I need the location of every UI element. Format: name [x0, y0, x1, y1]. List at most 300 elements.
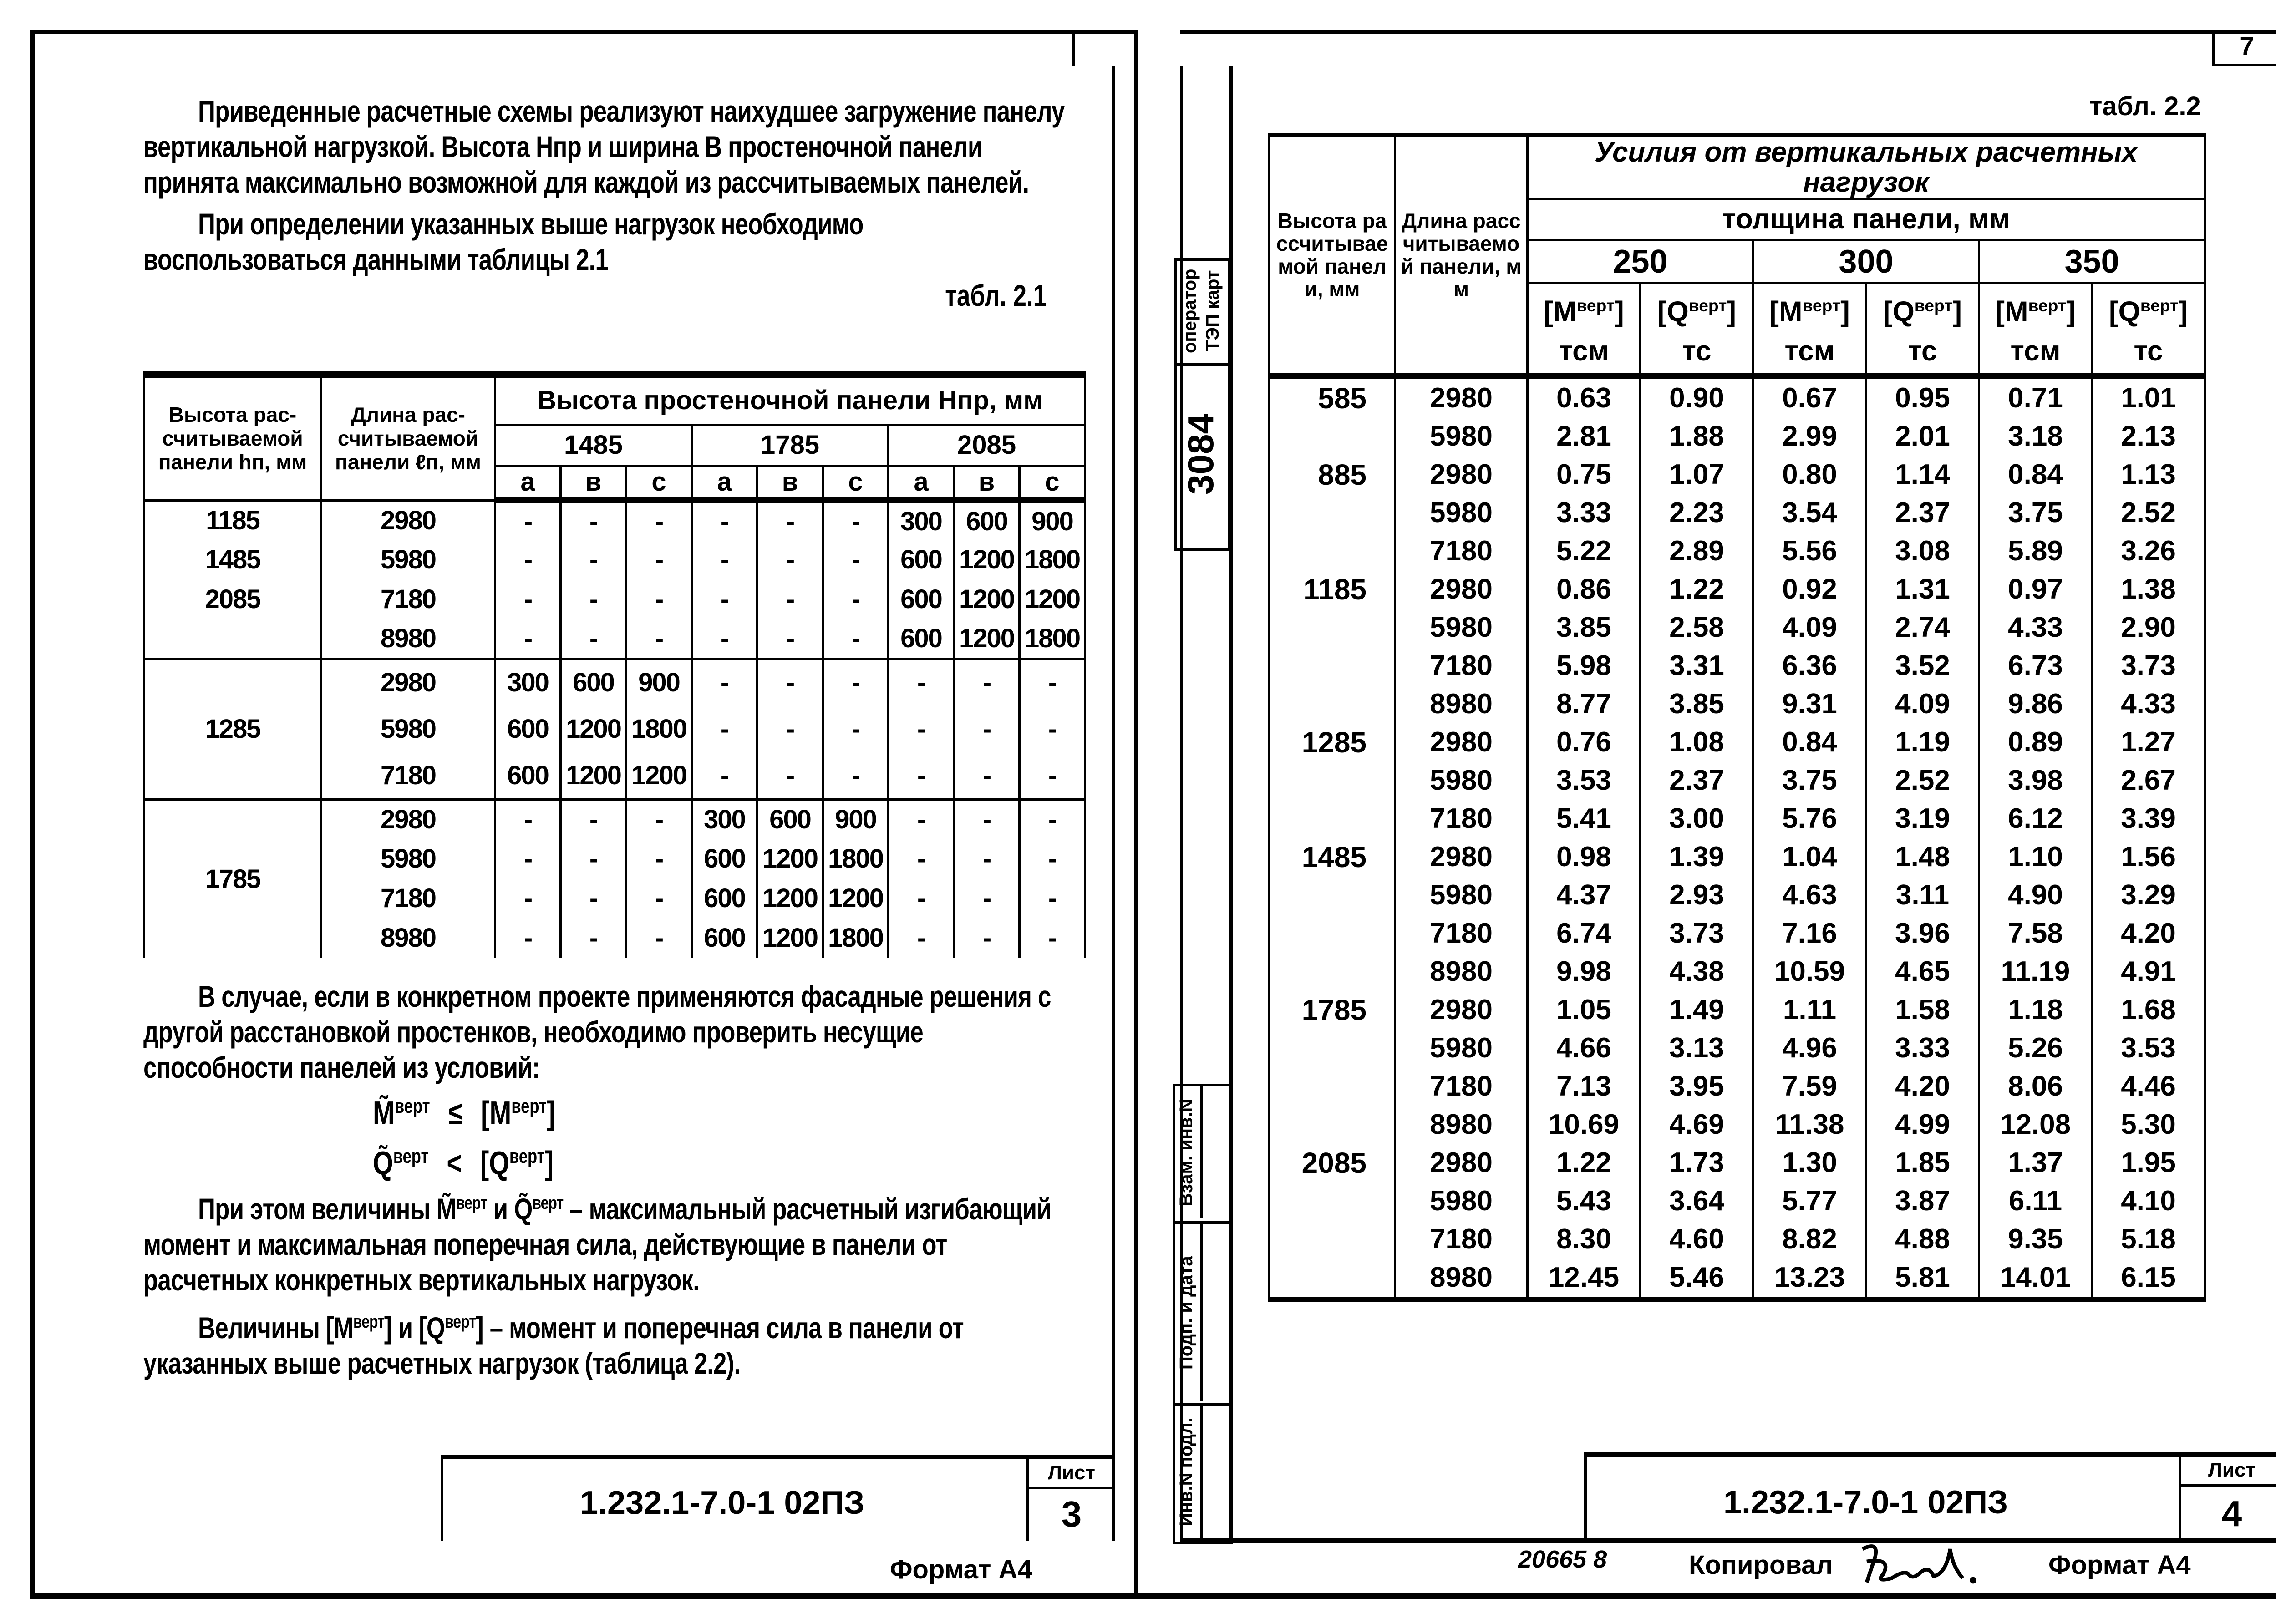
force-symbol [1529, 290, 1639, 327]
panel-length: 8980 [321, 918, 495, 958]
panel-height: 1185 [1270, 570, 1395, 609]
pier-width-value: - [561, 579, 626, 619]
subcolumn-header: в [757, 466, 823, 500]
pier-width-value: 600 [561, 659, 626, 705]
shear-force-value: 3.19 [1866, 800, 1979, 838]
moment-value: 6.36 [1753, 647, 1866, 685]
panel-length: 2980 [1395, 838, 1528, 876]
moment-value: 6.73 [1979, 647, 2092, 685]
shear-force-value: 1.31 [1866, 570, 1979, 609]
stamp-code: 3084 [1180, 414, 1221, 495]
shear-force-value: 5.30 [2092, 1106, 2205, 1144]
moment-value: 0.86 [1528, 570, 1641, 609]
moment-value: 5.98 [1528, 647, 1641, 685]
sheet-number: 4 [2221, 1493, 2242, 1534]
paragraph-4 [143, 1185, 1068, 1298]
panel-height [1270, 609, 1395, 647]
panel-height: 1485 [1270, 838, 1395, 876]
moment-value: 1.22 [1528, 1144, 1641, 1182]
panel-length: 2980 [1395, 723, 1528, 761]
panel-length: 5980 [1395, 761, 1528, 800]
thickness-header: 350 [1979, 240, 2205, 283]
panel-height [1270, 800, 1395, 838]
moment-value: 1.10 [1979, 838, 2092, 876]
shear-force-value: 2.52 [2092, 494, 2205, 532]
shear-force-value: 4.99 [1866, 1106, 1979, 1144]
table-2-1-label: табл. 2.1 [945, 279, 1047, 312]
force-column-header [1528, 283, 1641, 376]
shear-force-value: 4.09 [1866, 685, 1979, 723]
table-row [1270, 1029, 2205, 1067]
pier-width-value: - [626, 799, 692, 839]
shear-force-value: 4.33 [2092, 685, 2205, 723]
sheet-border-left [30, 32, 35, 1598]
pier-width-value: - [495, 878, 561, 918]
unit: тс [2134, 335, 2163, 367]
paragraph-1: Приведенные расчетные схемы реализуют наихудшее загружение панелу вертикальной нагрузкой. Высота Нпр и ширина В простеночной панели принята максимально возможной для каждой из рассчитываемых панелей. [143, 94, 1065, 199]
col-header-thickness: толщина панели, мм [1528, 199, 2205, 240]
moment-value: 3.18 [1979, 417, 2092, 456]
pier-width-value: - [889, 705, 954, 752]
text: – максимальный расчетный изгибающий момент и максимальная поперечная сила, действующие в панели от расчетных конкретных вертикальных нагрузок. [143, 1192, 1051, 1297]
symbol-sup: верт [1914, 295, 1953, 315]
pier-width-value: - [823, 619, 889, 659]
panel-height [1270, 876, 1395, 914]
text: При этом величины [198, 1192, 437, 1226]
panel-length: 2980 [1395, 456, 1528, 494]
panel-length: 2980 [321, 799, 495, 839]
shear-force-value: 4.46 [2092, 1067, 2205, 1106]
symbol: [M [1995, 296, 2028, 328]
moment-value: 0.89 [1979, 723, 2092, 761]
moment-value: 14.01 [1979, 1259, 2092, 1299]
moment-value: 0.98 [1528, 838, 1641, 876]
sheet-border-bottom [30, 1593, 2276, 1599]
moment-value: 4.33 [1979, 609, 2092, 647]
formula-shear [143, 1135, 1068, 1185]
panel-height [1270, 494, 1395, 532]
top-sheet-number-box [2212, 30, 2276, 66]
panel-length: 5980 [1395, 876, 1528, 914]
shear-force-value: 3.73 [1641, 914, 1753, 953]
symbol-sup: верт [1688, 295, 1727, 315]
pier-width-value: - [692, 619, 757, 659]
pier-width-value: - [823, 579, 889, 619]
subcolumn-header: с [1020, 466, 1085, 500]
moment-value: 3.85 [1528, 609, 1641, 647]
text: ] [384, 1311, 392, 1345]
col-header-pier-height: Высота простеночной панели Нпр, мм [495, 375, 1085, 425]
sheet-border-top-left [30, 30, 1138, 34]
table-2-2-label: табл. 2.2 [2089, 91, 2201, 121]
pier-width-value: - [495, 500, 561, 540]
panel-length: 7180 [321, 579, 495, 619]
panel-height [1270, 647, 1395, 685]
moment-value: 8.82 [1753, 1220, 1866, 1259]
spacer [143, 1298, 1068, 1304]
pier-width-value: 1200 [1020, 579, 1085, 619]
table-row [1270, 376, 2205, 417]
panel-height: 1185 [144, 500, 321, 540]
moment-value: 12.08 [1979, 1106, 2092, 1144]
copied-label: Копировал [1689, 1550, 1833, 1580]
symbol-sup: верт [1802, 295, 1841, 315]
pier-width-value: - [1020, 918, 1085, 958]
moment-value: 3.54 [1753, 494, 1866, 532]
moment-value: 0.92 [1753, 570, 1866, 609]
symbol-close: ] [1727, 296, 1737, 328]
panel-length: 5980 [1395, 494, 1528, 532]
moment-value: 0.71 [1979, 376, 2092, 417]
panel-height [1270, 761, 1395, 800]
shear-force-value: 2.37 [1641, 761, 1753, 800]
force-symbol [1754, 290, 1865, 327]
paragraph-5 [143, 1304, 1068, 1381]
shear-force-value: 1.58 [1866, 991, 1979, 1029]
pier-width-value: - [954, 878, 1020, 918]
left-page-right-border [1112, 66, 1115, 1541]
pier-width-value: 1200 [757, 839, 823, 878]
unit: тс [1682, 335, 1712, 367]
subcolumn-header: а [692, 466, 757, 500]
shear-force-value: 3.26 [2092, 532, 2205, 570]
pier-width-value: 600 [954, 500, 1020, 540]
symbol-sup: верт [2140, 295, 2179, 315]
shear-force-value: 1.49 [1641, 991, 1753, 1029]
force-symbol [1867, 290, 1978, 327]
panel-height: 1285 [1270, 723, 1395, 761]
shear-force-value: 4.60 [1641, 1220, 1753, 1259]
pier-width-value: 600 [495, 752, 561, 799]
shear-force-value: 0.95 [1866, 376, 1979, 417]
moment-value: 4.37 [1528, 876, 1641, 914]
panel-height [1270, 532, 1395, 570]
force-symbol [1641, 290, 1752, 327]
shear-force-value: 3.96 [1866, 914, 1979, 953]
pier-width-value: - [626, 500, 692, 540]
sheet-label-cell [2179, 1457, 2276, 1543]
panel-length: 7180 [1395, 647, 1528, 685]
shear-force-value: 1.39 [1641, 838, 1753, 876]
shear-force-value: 3.64 [1641, 1182, 1753, 1220]
stamp-operator-line1: оператор [1180, 269, 1200, 353]
shear-force-value: 1.56 [2092, 838, 2205, 876]
panel-height [1270, 953, 1395, 991]
pier-width-value: - [954, 799, 1020, 839]
pier-height-header: 2085 [889, 425, 1085, 466]
pier-width-value: - [692, 540, 757, 579]
moment-value: 4.63 [1753, 876, 1866, 914]
formula-lhs: M̃ [373, 1095, 395, 1132]
panel-length: 7180 [321, 752, 495, 799]
format-label-left: Формат А4 [890, 1555, 1032, 1584]
force-column-header [1641, 283, 1753, 376]
shear-force-value: 2.74 [1866, 609, 1979, 647]
pier-width-value: - [889, 918, 954, 958]
panel-length: 7180 [321, 878, 495, 918]
panel-length: 5980 [1395, 609, 1528, 647]
pier-width-value: - [561, 878, 626, 918]
pier-width-value: 1200 [954, 540, 1020, 579]
table-row [144, 799, 1085, 839]
moment-value: 0.63 [1528, 376, 1641, 417]
shear-force-value: 2.37 [1866, 494, 1979, 532]
moment-value: 5.89 [1979, 532, 2092, 570]
shear-force-value: 2.23 [1641, 494, 1753, 532]
panel-length: 5980 [1395, 1029, 1528, 1067]
symbol-q: Q̃ [514, 1192, 533, 1226]
pier-width-value: - [495, 839, 561, 878]
text: и [391, 1311, 419, 1345]
moment-value: 3.75 [1979, 494, 2092, 532]
pier-width-value: - [889, 878, 954, 918]
table-row [1270, 953, 2205, 991]
table-row [1270, 761, 2205, 800]
panel-height: 1785 [144, 799, 321, 958]
force-symbol [1980, 290, 2091, 327]
pier-width-value: - [889, 799, 954, 839]
shear-force-value: 3.52 [1866, 647, 1979, 685]
panel-height [1270, 1106, 1395, 1144]
unit: тсм [1784, 335, 1835, 367]
panel-length: 2980 [321, 500, 495, 540]
formula-rhs-close: ] [546, 1095, 556, 1132]
table-row [144, 540, 1085, 579]
left-tick [1072, 30, 1075, 66]
symbol-close: ] [1952, 296, 1962, 328]
panel-height [1270, 1182, 1395, 1220]
pier-width-value: 1200 [757, 918, 823, 958]
spacer [143, 200, 1068, 206]
pier-width-value: 600 [889, 619, 954, 659]
subcolumn-header: с [823, 466, 889, 500]
panel-height [1270, 1259, 1395, 1299]
panel-length: 2980 [1395, 376, 1528, 417]
pier-width-value: 1800 [823, 918, 889, 958]
moment-value: 5.76 [1753, 800, 1866, 838]
panel-length: 7180 [1395, 1067, 1528, 1106]
shear-force-value: 4.69 [1641, 1106, 1753, 1144]
pier-width-value: - [692, 705, 757, 752]
table-row [1270, 1220, 2205, 1259]
moment-value: 0.97 [1979, 570, 2092, 609]
formula-rhs-close: ] [544, 1145, 554, 1182]
table-row [1270, 1067, 2205, 1106]
pier-width-value: 300 [692, 799, 757, 839]
shear-force-value: 4.88 [1866, 1220, 1979, 1259]
symbol-close: ] [2066, 296, 2076, 328]
stamp-inventory: Инв.N подл. [1176, 1406, 1203, 1538]
pier-width-value: 600 [889, 579, 954, 619]
pier-width-value: 600 [757, 799, 823, 839]
shear-force-value: 1.13 [2092, 456, 2205, 494]
symbol: [M [1769, 296, 1803, 328]
table-row [144, 500, 1085, 540]
shear-force-value: 3.33 [1866, 1029, 1979, 1067]
table-row [1270, 1182, 2205, 1220]
shear-force-value: 2.58 [1641, 609, 1753, 647]
moment-value: 5.22 [1528, 532, 1641, 570]
moment-value: 0.84 [1979, 456, 2092, 494]
formula-rhs: [Q [480, 1145, 510, 1182]
table-row [1270, 609, 2205, 647]
shear-force-value: 4.10 [2092, 1182, 2205, 1220]
pier-width-value: - [757, 659, 823, 705]
table-row [1270, 723, 2205, 761]
pier-width-value: 900 [626, 659, 692, 705]
pier-width-value: 600 [889, 540, 954, 579]
symbol-sup: верт [353, 1312, 384, 1332]
subcolumn-header: в [561, 466, 626, 500]
shear-force-value: 1.01 [2092, 376, 2205, 417]
moment-value: 8.06 [1979, 1067, 2092, 1106]
pier-width-value: - [1020, 705, 1085, 752]
sheet-label: Лист [1029, 1459, 1114, 1489]
pier-width-value: - [626, 918, 692, 958]
thickness-header: 250 [1528, 240, 1753, 283]
pier-width-value: - [757, 619, 823, 659]
panel-length: 7180 [1395, 1220, 1528, 1259]
pier-width-value: - [889, 839, 954, 878]
moment-value: 4.96 [1753, 1029, 1866, 1067]
pier-width-value: - [823, 500, 889, 540]
unit: тсм [1559, 335, 1609, 367]
pier-width-value: 1200 [561, 752, 626, 799]
moment-value: 0.80 [1753, 456, 1866, 494]
table-2-2 [1268, 133, 2206, 1302]
panel-length: 2980 [1395, 1144, 1528, 1182]
shear-force-value: 3.31 [1641, 647, 1753, 685]
shear-force-value: 4.20 [1866, 1067, 1979, 1106]
table-row [1270, 1106, 2205, 1144]
pier-width-value: - [495, 619, 561, 659]
moment-value: 3.33 [1528, 494, 1641, 532]
panel-height: 585 [1270, 376, 1395, 417]
pier-width-value: 1800 [1020, 540, 1085, 579]
moment-value: 5.41 [1528, 800, 1641, 838]
moment-value: 8.30 [1528, 1220, 1641, 1259]
table-row [144, 579, 1085, 619]
table-row [1270, 800, 2205, 838]
shear-force-value: 5.81 [1866, 1259, 1979, 1299]
pier-width-value: - [823, 705, 889, 752]
col-header-panel-length: Длина рас-считываемой панели ℓп, мм [321, 375, 495, 500]
shear-force-value: 3.85 [1641, 685, 1753, 723]
shear-force-value: 2.89 [1641, 532, 1753, 570]
shear-force-value: 0.90 [1641, 376, 1753, 417]
pier-width-value: - [757, 500, 823, 540]
force-column-header [1753, 283, 1866, 376]
formula-lhs-sup: верт [394, 1096, 430, 1117]
table-row [1270, 876, 2205, 914]
moment-value: 7.58 [1979, 914, 2092, 953]
shear-force-value: 1.48 [1866, 838, 1979, 876]
pier-width-value: - [561, 799, 626, 839]
shear-force-value: 1.08 [1641, 723, 1753, 761]
pier-width-value: - [495, 918, 561, 958]
panel-height [1270, 914, 1395, 953]
pier-width-value: - [561, 500, 626, 540]
panel-length: 7180 [1395, 800, 1528, 838]
shear-force-value: 3.11 [1866, 876, 1979, 914]
force-column-header [2092, 283, 2205, 376]
table-row [1270, 570, 2205, 609]
shear-force-value: 1.68 [2092, 991, 2205, 1029]
moment-value: 1.30 [1753, 1144, 1866, 1182]
stamp-sign-date: Подп. и дата [1176, 1224, 1203, 1401]
formula-rhs-sup: верт [511, 1096, 547, 1117]
shear-force-value: 3.95 [1641, 1067, 1753, 1106]
moment-value: 10.69 [1528, 1106, 1641, 1144]
shear-force-value: 3.08 [1866, 532, 1979, 570]
stamp-operator-line2: ТЭП карт [1203, 270, 1223, 352]
moment-value: 7.13 [1528, 1067, 1641, 1106]
symbol-q: [Q [419, 1311, 445, 1345]
symbol-sup: верт [1576, 295, 1615, 315]
shear-force-value: 3.73 [2092, 647, 2205, 685]
table-row [1270, 456, 2205, 494]
moment-value: 7.16 [1753, 914, 1866, 953]
paragraph-2: При определении указанных выше нагрузок необходимо воспользоваться данными таблицы 2.1 [143, 207, 864, 276]
moment-value: 3.75 [1753, 761, 1866, 800]
shear-force-value: 3.29 [2092, 876, 2205, 914]
symbol-m: M̃ [436, 1192, 456, 1226]
formula-lhs-sup: верт [393, 1146, 429, 1167]
title-block-left [441, 1455, 1114, 1541]
right-sheet-top [1180, 30, 2276, 34]
pier-width-value: - [626, 878, 692, 918]
symbol: [M [1544, 296, 1577, 328]
force-column-header [1979, 283, 2092, 376]
panel-length: 7180 [1395, 532, 1528, 570]
pier-width-value: - [757, 540, 823, 579]
pier-width-value: - [757, 752, 823, 799]
pier-width-value: 1200 [954, 579, 1020, 619]
pier-width-value: 1200 [561, 705, 626, 752]
moment-value: 4.90 [1979, 876, 2092, 914]
subcolumn-header: а [495, 466, 561, 500]
stamp-operator [1174, 258, 1231, 551]
symbol-m: [M [326, 1311, 354, 1345]
pier-width-value: - [954, 918, 1020, 958]
moment-value: 10.59 [1753, 953, 1866, 991]
panel-length: 5980 [321, 839, 495, 878]
formula-op: ≤ [448, 1095, 463, 1132]
pier-width-value: - [1020, 752, 1085, 799]
stamp-side [1173, 1084, 1233, 1544]
panel-height: 1485 [144, 540, 321, 579]
moment-value: 1.04 [1753, 838, 1866, 876]
moment-value: 6.74 [1528, 914, 1641, 953]
moment-value: 3.98 [1979, 761, 2092, 800]
symbol-close: ] [2178, 296, 2188, 328]
pier-width-value: - [823, 540, 889, 579]
shear-force-value: 1.85 [1866, 1144, 1979, 1182]
shear-force-value: 3.00 [1641, 800, 1753, 838]
moment-value: 0.84 [1753, 723, 1866, 761]
pier-width-value: 1200 [954, 619, 1020, 659]
panel-length: 2980 [1395, 570, 1528, 609]
pier-width-value: 1800 [626, 705, 692, 752]
col-header-panel-length: Длина рассчитываемой панели, мм [1395, 135, 1528, 376]
table-row [1270, 532, 2205, 570]
format-label-right: Формат А4 [2048, 1550, 2191, 1580]
text: и [487, 1192, 514, 1226]
panel-length: 5980 [1395, 417, 1528, 456]
pier-width-value: 1200 [626, 752, 692, 799]
pier-width-value: 600 [692, 918, 757, 958]
moment-value: 2.99 [1753, 417, 1866, 456]
